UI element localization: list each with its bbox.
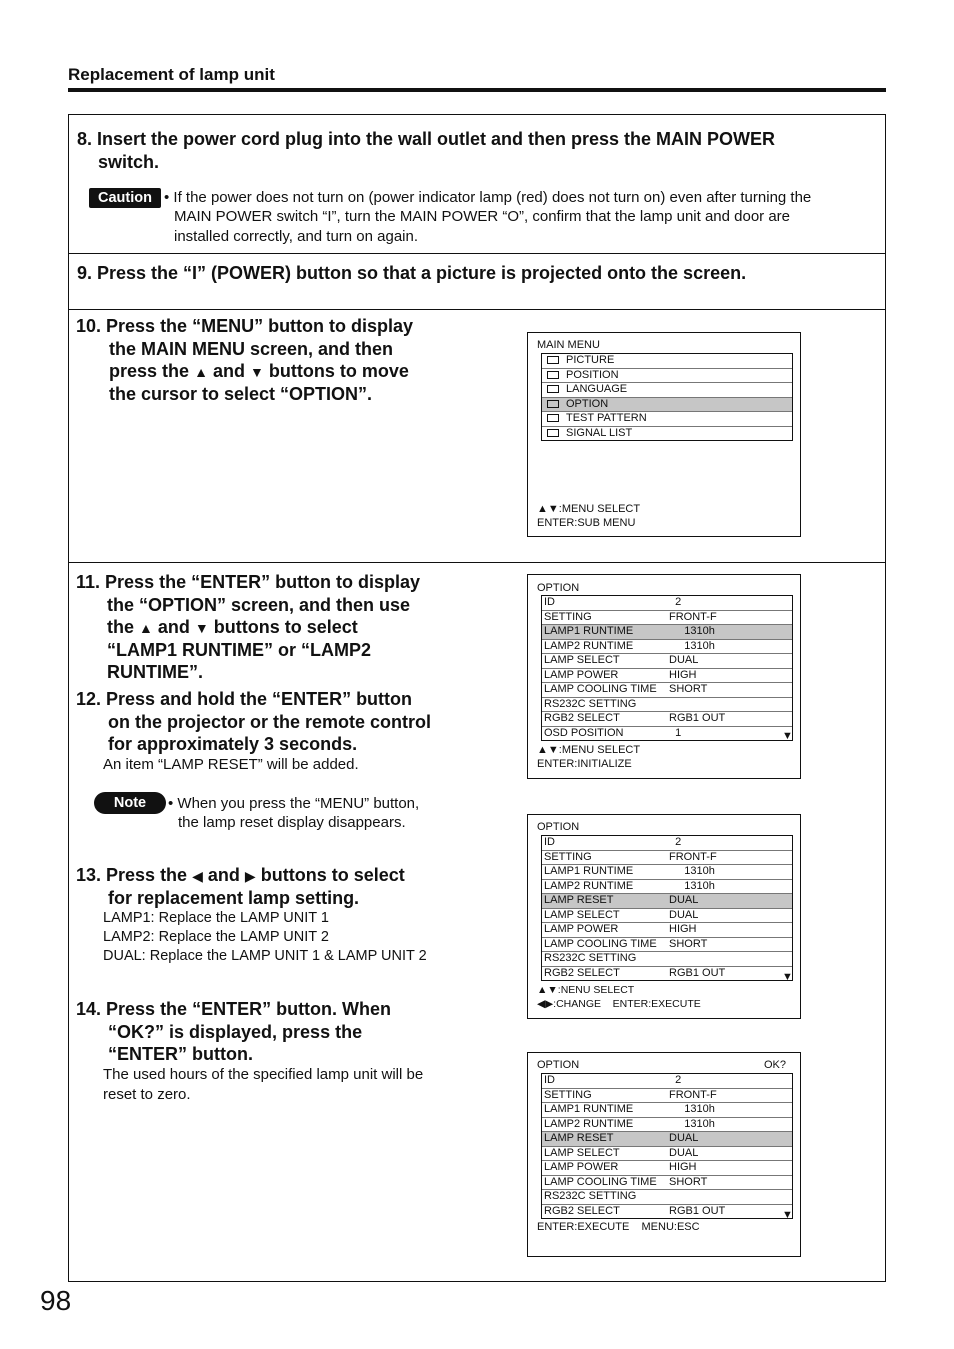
option-row-setting: SETTING FRONT-F [542, 611, 792, 626]
step-14-line3: “ENTER” button. [108, 1044, 253, 1064]
option-list [541, 595, 793, 741]
screen-footer-2: ◀▶:CHANGE ENTER:EXECUTE [537, 998, 701, 1010]
option-row-osd-position: OSD POSITION 1 [544, 726, 682, 739]
screen-title: OPTION [537, 1059, 580, 1071]
option-row-lamp2-runtime: LAMP2 RUNTIME 1310h [542, 640, 792, 655]
note-badge: Note [94, 792, 166, 814]
option-row-rs232c: RS232C SETTING [542, 698, 792, 713]
step-12-line1: 12. Press and hold the “ENTER” button [76, 689, 413, 709]
menu-item-test-pattern: TEST PATTERN [542, 412, 792, 427]
screen-footer-2: ENTER:SUB MENU [537, 517, 636, 529]
caution-badge: Caution [89, 188, 161, 208]
screen-footer-1: ▲▼:MENU SELECT [537, 503, 641, 515]
signal-list-icon [547, 429, 559, 437]
step-14-line1: 14. Press the “ENTER” button. When [76, 999, 392, 1019]
step-10-line4: the cursor to select “OPTION”. [109, 384, 373, 404]
ok-prompt: OK? [764, 1059, 787, 1071]
step-11-line4: “LAMP1 RUNTIME” or “LAMP2 [107, 640, 372, 660]
screen-footer-1: ENTER:EXECUTE MENU:ESC [537, 1221, 700, 1233]
up-triangle-icon: ▲ [194, 364, 208, 380]
caution-text-2: MAIN POWER switch “I”, turn the MAIN POWER “O”, confirm that the lamp unit and door are [174, 208, 791, 225]
divider [68, 253, 886, 254]
option-row-lamp2-runtime: LAMP2 RUNTIME 1310h [542, 1118, 792, 1133]
section-title: Replacement of lamp unit [68, 65, 275, 84]
caution-text-1: • If the power does not turn on (power indicator lamp (red) does not turn on) even after turning the [164, 189, 812, 206]
main-menu-list [541, 353, 793, 441]
step-11-line2: the “OPTION” screen, and then use [107, 595, 411, 615]
up-triangle-icon: ▲ [139, 620, 153, 636]
menu-item-language: LANGUAGE [542, 383, 792, 398]
step-14-sub-1: The used hours of the specified lamp unit will be [103, 1066, 424, 1083]
option-row-lamp-select: LAMP SELECT DUAL [542, 654, 792, 669]
divider [68, 309, 886, 310]
option-row-id: ID 2 [542, 596, 792, 611]
language-icon [547, 385, 559, 393]
left-triangle-icon: ◀ [192, 868, 203, 884]
option-row-lamp1-runtime: LAMP1 RUNTIME 1310h [542, 1103, 792, 1118]
option-row-id: ID 2 [542, 836, 792, 851]
step-13-line2: for replacement lamp setting. [108, 888, 360, 908]
screen-footer-2: ENTER:INITIALIZE [537, 758, 632, 770]
screen-title: OPTION [537, 582, 580, 594]
step-10-line2: the MAIN MENU screen, and then [109, 339, 394, 359]
menu-item-picture: PICTURE [542, 354, 792, 369]
option-row-lamp-select: LAMP SELECT DUAL [542, 1147, 792, 1162]
option-screen-lamp-reset [527, 814, 801, 1019]
scroll-down-icon: ▼ [782, 730, 793, 742]
caution-text-3: installed correctly, and turn on again. [174, 228, 419, 245]
option-row-setting: SETTING FRONT-F [542, 1089, 792, 1104]
divider [68, 562, 886, 563]
step-13-sub-1: LAMP1: Replace the LAMP UNIT 1 [103, 910, 329, 926]
option-row-lamp-reset: LAMP RESET DUAL [542, 1132, 792, 1147]
option-screen-runtime [527, 574, 801, 779]
option-row-rgb2-select: RGB2 SELECT RGB1 OUT [542, 712, 792, 727]
screen-footer-1: ▲▼:MENU SELECT [537, 744, 641, 756]
step-12-line3: for approximately 3 seconds. [108, 734, 358, 754]
step-11-line5: RUNTIME”. [107, 662, 203, 682]
option-row-lamp-power: LAMP POWER HIGH [542, 1161, 792, 1176]
option-list [541, 835, 793, 981]
step-14-sub-2: reset to zero. [103, 1086, 191, 1103]
option-row-lamp-select: LAMP SELECT DUAL [542, 909, 792, 924]
option-row-lamp-cooling: LAMP COOLING TIME SHORT [542, 1176, 792, 1191]
option-row-lamp2-runtime: LAMP2 RUNTIME 1310h [542, 880, 792, 895]
picture-icon [547, 356, 559, 364]
option-row-lamp-cooling: LAMP COOLING TIME SHORT [542, 683, 792, 698]
screen-footer-1: ▲▼:NENU SELECT [537, 984, 635, 996]
down-triangle-icon: ▼ [249, 364, 264, 380]
option-row-lamp1-runtime: LAMP1 RUNTIME 1310h [542, 625, 792, 640]
option-row-lamp-power: LAMP POWER HIGH [542, 923, 792, 938]
position-icon [547, 371, 559, 379]
step-11-line3: the ▲ and ▼ buttons to select [107, 616, 358, 640]
step-12-line2: on the projector or the remote control [108, 712, 432, 732]
step-14-line2: “OK?” is displayed, press the [108, 1022, 363, 1042]
step-12-sub: An item “LAMP RESET” will be added. [103, 756, 359, 773]
menu-item-option: OPTION [542, 398, 792, 413]
option-row-rgb2-select: RGB2 SELECT RGB1 OUT [544, 966, 726, 979]
scroll-down-icon: ▼ [782, 971, 793, 983]
note-text-1: • When you press the “MENU” button, [168, 795, 420, 812]
step-13-line1: 13. Press the ◀ and ▶ buttons to select [76, 864, 405, 888]
screen-title: MAIN MENU [537, 339, 600, 351]
option-row-lamp1-runtime: LAMP1 RUNTIME 1310h [542, 865, 792, 880]
step-8-line2: switch. [98, 152, 160, 172]
step-10-line1: 10. Press the “MENU” button to display [76, 316, 414, 336]
option-row-lamp-cooling: LAMP COOLING TIME SHORT [542, 938, 792, 953]
step-10-line3: press the ▲ and ▼ buttons to move [109, 360, 409, 384]
option-row-rgb2-select: RGB2 SELECT RGB1 OUT [544, 1204, 726, 1217]
step-9: 9. Press the “I” (POWER) button so that a picture is projected onto the screen. [77, 263, 747, 283]
menu-item-position: POSITION [542, 369, 792, 384]
option-list [541, 1073, 793, 1219]
option-row-lamp-reset: LAMP RESET DUAL [542, 894, 792, 909]
main-menu-screen [527, 332, 801, 537]
option-row-id: ID 2 [542, 1074, 792, 1089]
option-icon [547, 400, 559, 408]
screen-title: OPTION [537, 821, 580, 833]
right-triangle-icon: ▶ [244, 868, 256, 884]
note-text-2: the lamp reset display disappears. [178, 814, 406, 831]
page-number: 98 [40, 1285, 72, 1316]
option-row-rs232c: RS232C SETTING [542, 1190, 792, 1205]
option-row-rs232c: RS232C SETTING [542, 952, 792, 967]
option-row-setting: SETTING FRONT-F [542, 851, 792, 866]
option-screen-confirm [527, 1052, 801, 1257]
header-rule [68, 88, 886, 92]
option-row-lamp-power: LAMP POWER HIGH [542, 669, 792, 684]
down-triangle-icon: ▼ [194, 620, 209, 636]
step-8-line1: 8. Insert the power cord plug into the wall outlet and then press the MAIN POWER [77, 129, 776, 149]
step-11-line1: 11. Press the “ENTER” button to display [76, 572, 421, 592]
menu-item-signal-list: SIGNAL LIST [542, 427, 792, 441]
test-pattern-icon [547, 414, 559, 422]
step-13-sub-3: DUAL: Replace the LAMP UNIT 1 & LAMP UNIT 2 [103, 948, 427, 964]
scroll-down-icon: ▼ [782, 1209, 793, 1221]
step-13-sub-2: LAMP2: Replace the LAMP UNIT 2 [103, 929, 329, 945]
